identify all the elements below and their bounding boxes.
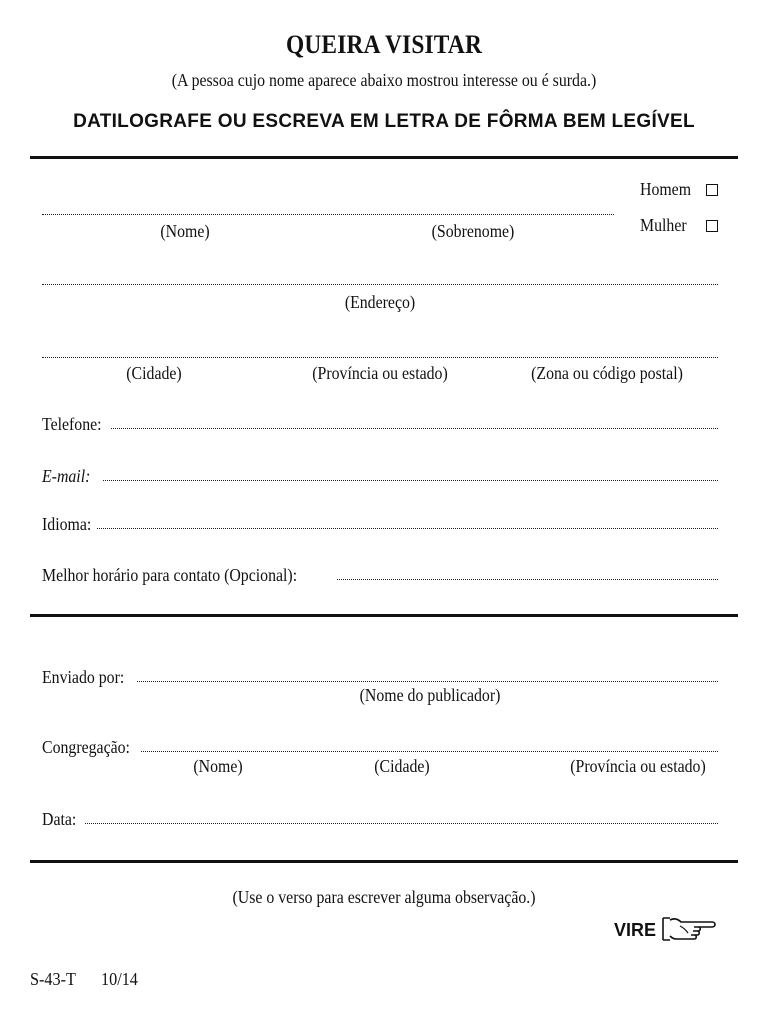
gender-male-label: Homem: [640, 179, 692, 199]
congregation-field[interactable]: [141, 751, 718, 752]
date-field[interactable]: [85, 823, 718, 824]
form-title: QUEIRA VISITAR: [285, 30, 483, 59]
email-label: E-mail:: [42, 466, 91, 486]
phone-field[interactable]: [111, 428, 718, 429]
address-caption: (Endereço): [344, 292, 416, 312]
email-field[interactable]: [103, 480, 718, 481]
best-time-label: Melhor horário para contato (Opcional):: [42, 565, 298, 585]
top-divider: [30, 156, 738, 159]
publisher-caption: (Nome do publicador): [359, 685, 501, 705]
gender-female-checkbox[interactable]: [706, 220, 718, 232]
sent-by-label: Enviado por:: [42, 667, 125, 687]
zip-caption: (Zona ou código postal): [531, 363, 683, 383]
city-caption: (Cidade): [126, 363, 182, 383]
sent-by-field[interactable]: [137, 681, 718, 682]
form-code: S-43-T: [30, 969, 76, 989]
phone-label: Telefone:: [42, 414, 102, 434]
language-label: Idioma:: [42, 514, 92, 534]
reverse-note: (Use o verso para escrever alguma observação.): [232, 887, 536, 907]
date-label: Data:: [42, 809, 77, 829]
congregation-name-caption: (Nome): [193, 756, 243, 776]
congregation-province-caption: (Província ou estado): [570, 756, 706, 776]
turn-label: VIRE: [614, 920, 657, 940]
form-date: 10/14: [101, 969, 138, 989]
pointing-hand-icon: [660, 914, 720, 944]
gender-female-label: Mulher: [640, 215, 687, 235]
name-field[interactable]: [42, 214, 614, 215]
middle-divider: [30, 614, 738, 617]
gender-male-checkbox[interactable]: [706, 184, 718, 196]
form-instruction: DATILOGRAFE OU ESCREVA EM LETRA DE FÔRMA BEM LEGÍVEL: [73, 111, 695, 132]
province-caption: (Província ou estado): [312, 363, 448, 383]
bottom-divider: [30, 860, 738, 863]
congregation-city-caption: (Cidade): [374, 756, 430, 776]
form-subtitle: (A pessoa cujo nome aparece abaixo mostrou interesse ou é surda.): [171, 70, 597, 90]
address-field[interactable]: [42, 284, 718, 285]
city-province-zip-field[interactable]: [42, 357, 718, 358]
congregation-label: Congregação:: [42, 737, 130, 757]
name-caption: (Nome): [160, 221, 210, 241]
language-field[interactable]: [97, 528, 718, 529]
surname-caption: (Sobrenome): [431, 221, 515, 241]
best-time-field[interactable]: [337, 579, 718, 580]
